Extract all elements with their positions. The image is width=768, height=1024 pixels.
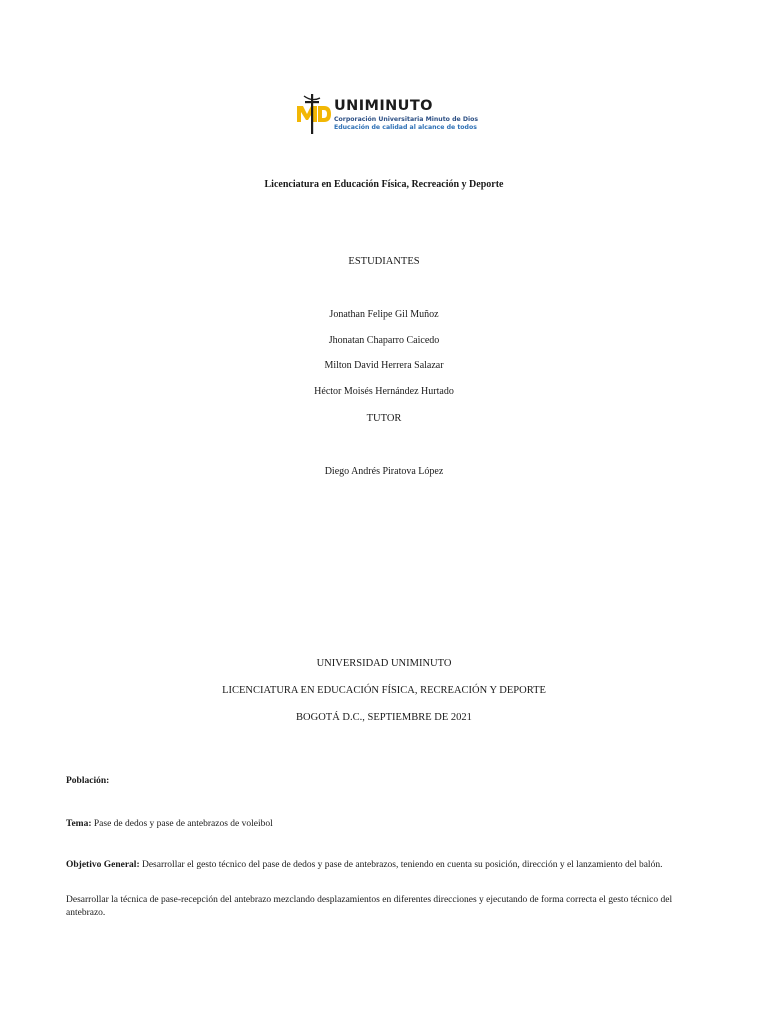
tutor-name: Diego Andrés Piratova López <box>324 466 444 477</box>
university-name: UNIVERSIDAD UNIMINUTO <box>316 658 452 669</box>
program-caps: LICENCIATURA EN EDUCACIÓN FÍSICA, RECREACIÓN Y DEPORTE <box>222 685 546 696</box>
poblacion-line <box>66 775 696 788</box>
student-name: Jonathan Felipe Gil Muñoz <box>329 309 439 320</box>
objetivo-general-label: Objetivo General: <box>66 860 140 870</box>
logo-name: UNIMINUTO <box>334 98 433 114</box>
student-name: Milton David Herrera Salazar <box>324 360 444 371</box>
objetivo-general-text: Desarrollar el gesto técnico del pase de dedos y pase de antebrazos, teniendo en cuenta su posición, dirección y el lanzamiento del balón. <box>139 860 663 870</box>
objetivo-especifico-paragraph: Desarrollar la técnica de pase-recepción del antebrazo mezclando desplazamientos en diferentes direcciones y ejecutando de forma correcta el gesto técnico del antebrazo. <box>66 895 673 918</box>
logo-tagline: Educación de calidad al alcance de todos <box>334 124 477 131</box>
poblacion-label: Población: <box>66 776 110 786</box>
logo-subtitle: Corporación Universitaria Minuto de Dios <box>334 116 479 123</box>
tutor-heading: TUTOR <box>366 413 402 424</box>
uniminuto-emblem-icon <box>294 92 332 136</box>
students-heading: ESTUDIANTES <box>348 256 420 267</box>
objetivo-general-paragraph <box>66 859 696 872</box>
student-name: Jhonatan Chaparro Caicedo <box>328 335 440 346</box>
tema-text: Pase de dedos y pase de antebrazos de voleibol <box>91 819 273 829</box>
tema-line <box>66 818 696 831</box>
tema-label: Tema: <box>66 819 92 829</box>
place-date: BOGOTÁ D.C., SEPTIEMBRE DE 2021 <box>296 712 472 723</box>
student-name: Héctor Moisés Hernández Hurtado <box>314 386 454 397</box>
uniminuto-logo <box>294 92 478 136</box>
program-title: Licenciatura en Educación Física, Recreación y Deporte <box>264 179 504 190</box>
